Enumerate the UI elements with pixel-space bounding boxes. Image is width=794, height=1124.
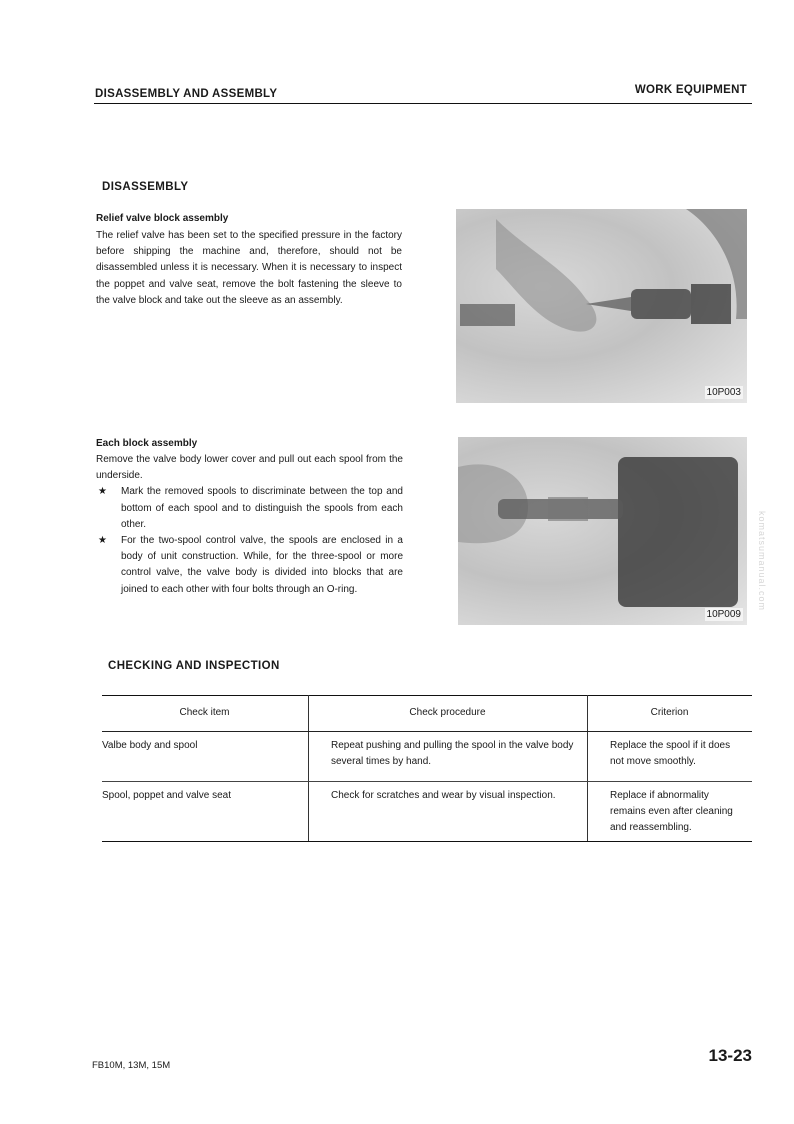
checking-heading: CHECKING AND INSPECTION bbox=[108, 660, 280, 672]
relief-valve-illustration bbox=[456, 209, 747, 403]
column-header: Check item bbox=[102, 695, 309, 732]
check-procedure-cell: Check for scratches and wear by visual inspection. bbox=[309, 782, 588, 842]
page-number: 13-23 bbox=[708, 1046, 752, 1065]
table-header-row bbox=[102, 695, 752, 732]
relief-valve-photo bbox=[456, 209, 747, 403]
each-block-subtitle: Each block assembly bbox=[96, 438, 198, 449]
check-item-cell: Valbe body and spool bbox=[102, 732, 309, 782]
criterion-cell: Replace the spool if it does not move smoothly. bbox=[588, 732, 753, 782]
check-item-cell: Spool, poppet and valve seat bbox=[102, 782, 309, 842]
each-block-photo-caption: 10P009 bbox=[706, 609, 741, 620]
table-row bbox=[102, 732, 752, 782]
table-row bbox=[102, 782, 752, 842]
relief-photo-caption: 10P003 bbox=[706, 387, 741, 398]
side-watermark-right: komatsumanual.com bbox=[757, 510, 768, 612]
each-block-illustration bbox=[458, 437, 747, 625]
note-item: ★ For the two-spool control valve, the spools are enclosed in a body of unit construction. While, for the three-spool or more control valve, the valve body is divided into blocks that are joined to each other with four bolts through an O-ring. bbox=[98, 535, 403, 595]
each-block-text: Remove the valve body lower cover and pull out each spool from the underside. ★ Mark the removed spools to discriminate between the top and bottom of each spool and to distinguish the spools from each other. ★ For the two-spool control valve, the spools are enclosed in a body of unit construction. While, for the three-spool or more control valve, the valve body is divided into blocks that are joined to each other with four bolts through an O-ring. bbox=[96, 452, 403, 598]
check-procedure-cell: Repeat pushing and pulling the spool in the valve body several times by hand. bbox=[309, 732, 588, 782]
header-section-title: DISASSEMBLY AND ASSEMBLY bbox=[95, 88, 278, 100]
each-block-photo bbox=[458, 437, 747, 625]
inspection-table bbox=[102, 695, 752, 842]
header-rule bbox=[94, 103, 752, 104]
side-watermark-left bbox=[0, 511, 1, 611]
star-icon: ★ bbox=[98, 535, 107, 547]
relief-valve-subtitle: Relief valve block assembly bbox=[96, 213, 229, 224]
disassembly-heading: DISASSEMBLY bbox=[102, 181, 189, 193]
criterion-cell: Replace if abnormality remains even after cleaning and reassembling. bbox=[588, 782, 753, 842]
column-header: Check procedure bbox=[309, 695, 588, 732]
footer-model: FB10M, 13M, 15M bbox=[92, 1060, 171, 1071]
header-chapter-title: WORK EQUIPMENT bbox=[634, 84, 747, 96]
note-item: ★ Mark the removed spools to discriminate between the top and bottom of each spool and to distinguish the spools from each other. bbox=[98, 486, 403, 530]
relief-valve-text: The relief valve has been set to the specified pressure in the factory before shipping the machine and, therefore, should not be disassembled unless it is necessary. When it is necessary to inspect the poppet and valve seat, remove the bolt fastening the sleeve to the valve block and take out the sleeve as an assembly. bbox=[96, 230, 402, 306]
column-header: Criterion bbox=[588, 695, 753, 732]
star-icon: ★ bbox=[98, 486, 107, 498]
